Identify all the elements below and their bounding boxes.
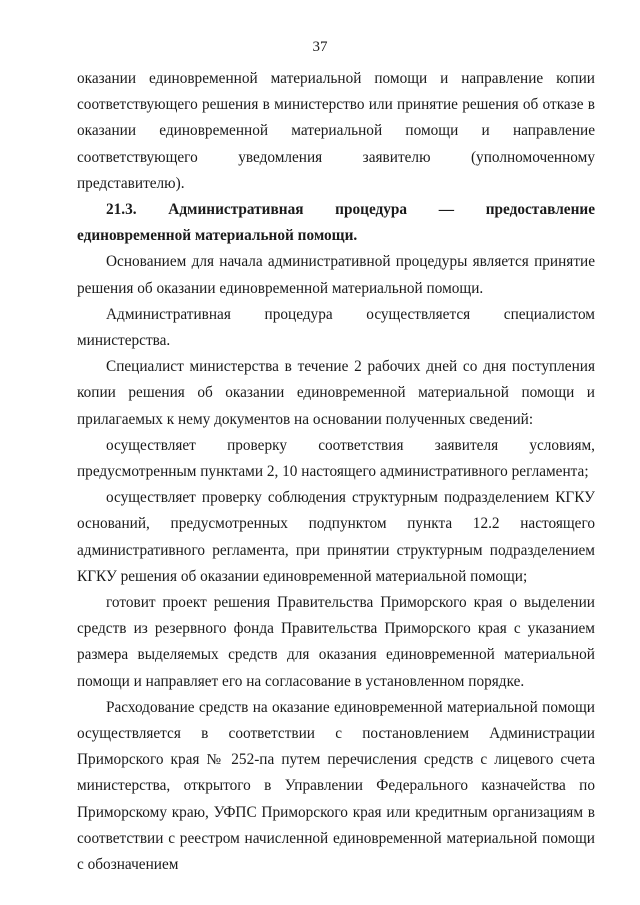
paragraph-continuation: оказании единовременной материальной помощи и направление копии соответствующего решения в министерство или принятие решения об отказе в оказании единовременной материальной помощи и направление соответствующего уведомления заявителю (уполномоченному представителю). (77, 70, 595, 192)
paragraph-check-applicant: осуществляет проверку соответствия заявителя условиям, предусмотренным пунктами 2, 10 настоящего административного регламента; (77, 436, 595, 481)
paragraph-basis: Основанием для начала административной процедуры является принятие решения об оказании единовременной материальной помощи. (77, 253, 595, 297)
paragraph-draft-decision: готовит проект решения Правительства Приморского края о выделении средств из резервного фонда Правительства Приморского края с указанием размера выделяемых средств для оказания единовременной материальной помощи и направляет его на согласование в установленном порядке. (77, 594, 595, 690)
paragraph-spending: Расходование средств на оказание единовременной материальной помощи осуществляется в соответствии с постановлением Администрации Приморского края № 252-па путем перечисления средств с лицевого счета министерства, открытого в Управлении Федерального казначейства по Приморскому краю, УФПС Приморского края или кредитным организациям в соответствии с реестром начисленной единовременной материальной помощи с обозначением (77, 698, 595, 874)
paragraph-performer: Административная процедура осуществляется специалистом министерства. (77, 305, 595, 350)
section-heading-21-3: 21.3. Административная процедура — предоставление единовременной материальной помощи. (77, 201, 595, 245)
paragraph-specialist-duties: Специалист министерства в течение 2 рабочих дней со дня поступления копии решения об оказании единовременной материальной помощи и прилагаемых к нему документов на основании полученных сведений: (77, 358, 595, 428)
page-number: 37 (312, 39, 328, 55)
paragraph-check-kgku: осуществляет проверку соблюдения структурным подразделением КГКУ оснований, предусмотренных подпунктом пункта 12.2 настоящего административного регламента, при принятии структурным подразделением КГКУ решения об оказании единовременной материальной помощи; (77, 489, 595, 585)
document-body (77, 66, 595, 878)
